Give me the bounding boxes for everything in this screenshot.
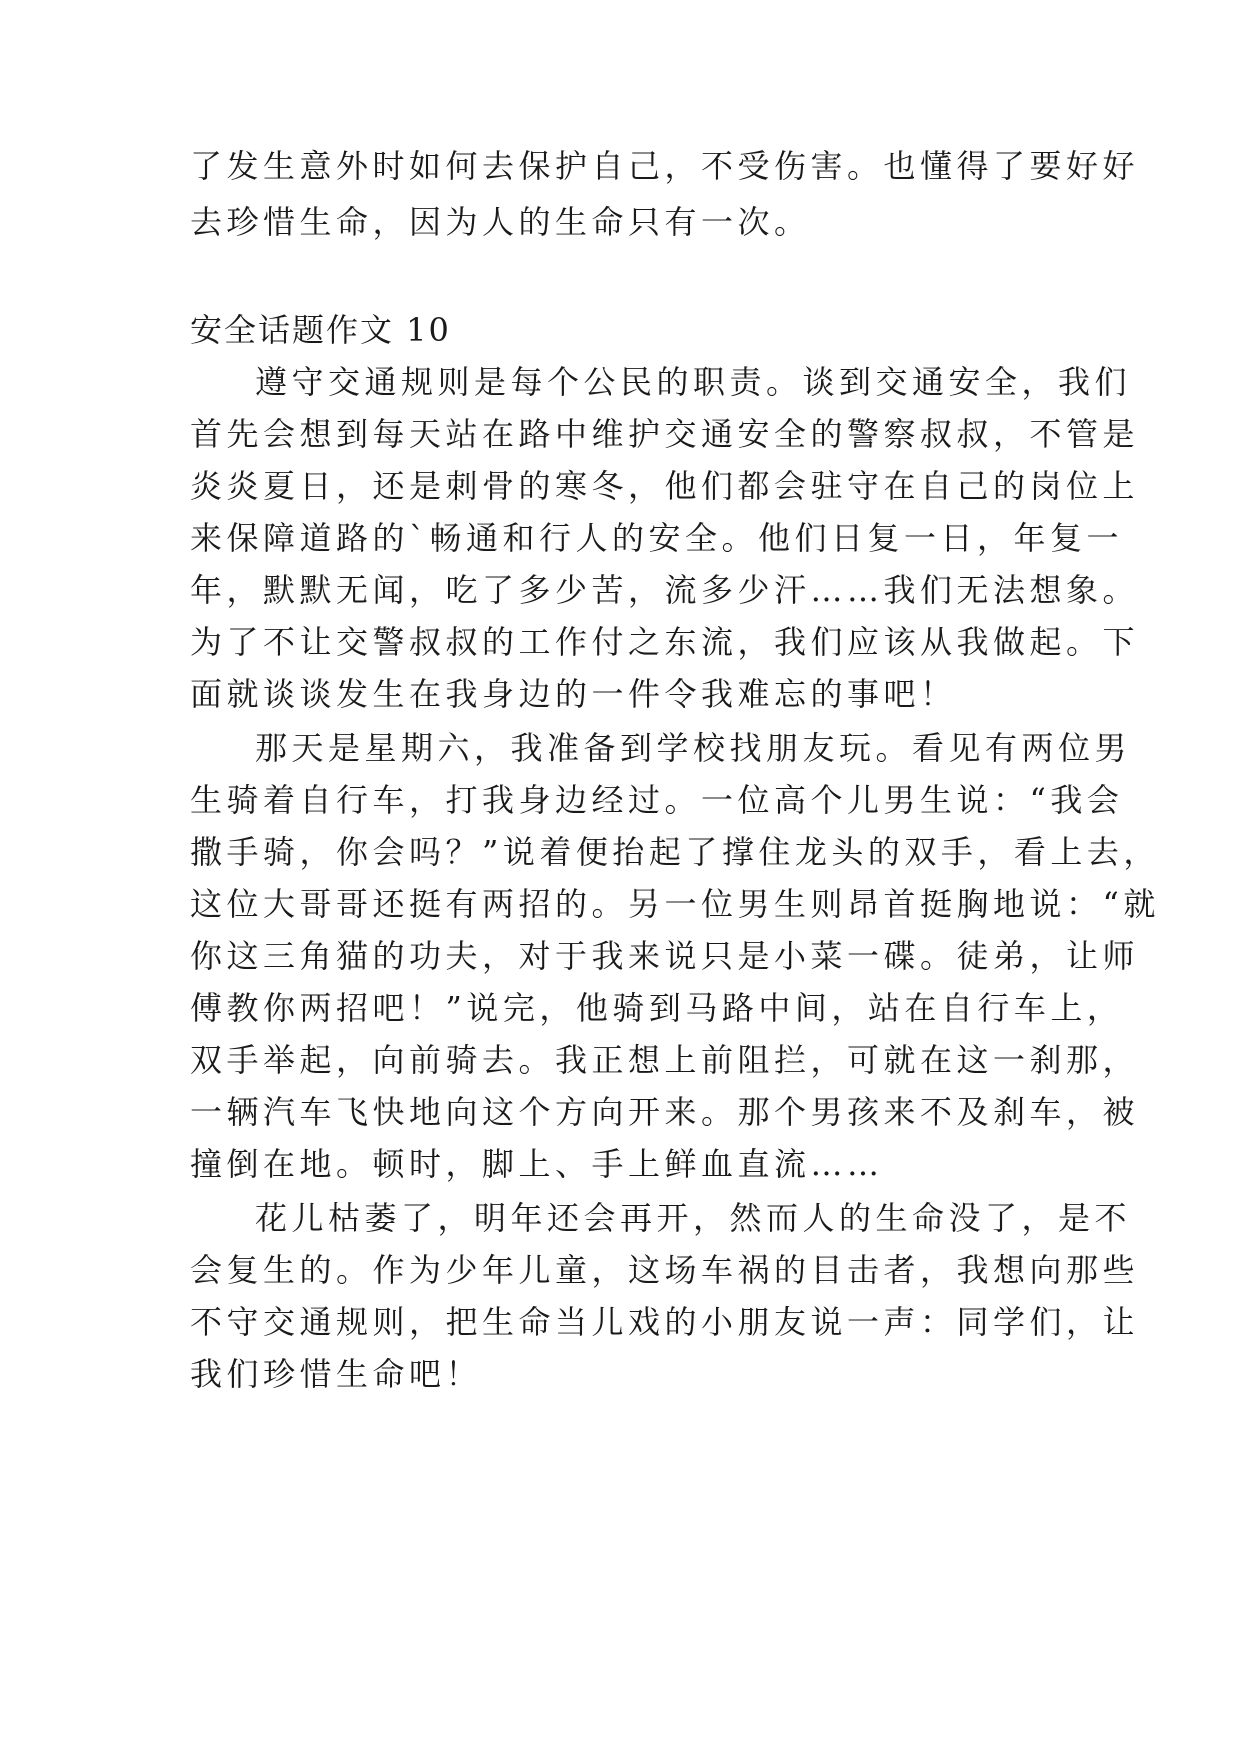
text-line: 遵守交通规则是每个公民的职责。谈到交通安全，我们: [255, 363, 1132, 401]
text-line: 不守交通规则，把生命当儿戏的小朋友说一声：同学们，让: [190, 1303, 1140, 1341]
text-line: 我们珍惜生命吧！: [190, 1355, 483, 1393]
text-line: 撒手骑，你会吗？”说着便抬起了撑住龙头的双手，看上去，: [190, 833, 1160, 871]
text-line: 傅教你两招吧！”说完，他骑到马路中间，站在自行车上，: [190, 989, 1124, 1027]
text-line: 为了不让交警叔叔的工作付之东流，我们应该从我做起。下: [190, 623, 1140, 661]
text-line: 会复生的。作为少年儿童，这场车祸的目击者，我想向那些: [190, 1251, 1140, 1289]
text-line: 这位大哥哥还挺有两招的。另一位男生则昂首挺胸地说：“就: [190, 885, 1160, 923]
text-line: 花儿枯萎了，明年还会再开，然而人的生命没了，是不: [255, 1199, 1132, 1237]
text-line: 了发生意外时如何去保护自己，不受伤害。也懂得了要好好: [190, 147, 1140, 185]
text-line: 那天是星期六，我准备到学校找朋友玩。看见有两位男: [255, 729, 1132, 767]
text-line: 面就谈谈发生在我身边的一件令我难忘的事吧！: [190, 675, 957, 713]
text-line: 生骑着自行车，打我身边经过。一位高个儿男生说：“我会: [190, 781, 1124, 819]
section-title: 安全话题作文 10: [190, 311, 451, 349]
text-line: 炎炎夏日，还是刺骨的寒冬，他们都会驻守在自己的岗位上: [190, 467, 1140, 505]
text-line: 去珍惜生命，因为人的生命只有一次。: [190, 203, 811, 241]
text-line: 你这三角猫的功夫，对于我来说只是小菜一碟。徒弟，让师: [190, 937, 1140, 975]
text-line: 首先会想到每天站在路中维护交通安全的警察叔叔，不管是: [190, 415, 1140, 453]
text-line: 来保障道路的`畅通和行人的安全。他们日复一日，年复一: [190, 519, 1124, 557]
text-line: 双手举起，向前骑去。我正想上前阻拦，可就在这一刹那，: [190, 1041, 1140, 1079]
text-line: 一辆汽车飞快地向这个方向开来。那个男孩来不及刹车，被: [190, 1093, 1140, 1131]
text-line: 年，默默无闻，吃了多少苦，流多少汗……我们无法想象。: [190, 571, 1140, 609]
text-line: 撞倒在地。顿时，脚上、手上鲜血直流……: [190, 1145, 884, 1183]
